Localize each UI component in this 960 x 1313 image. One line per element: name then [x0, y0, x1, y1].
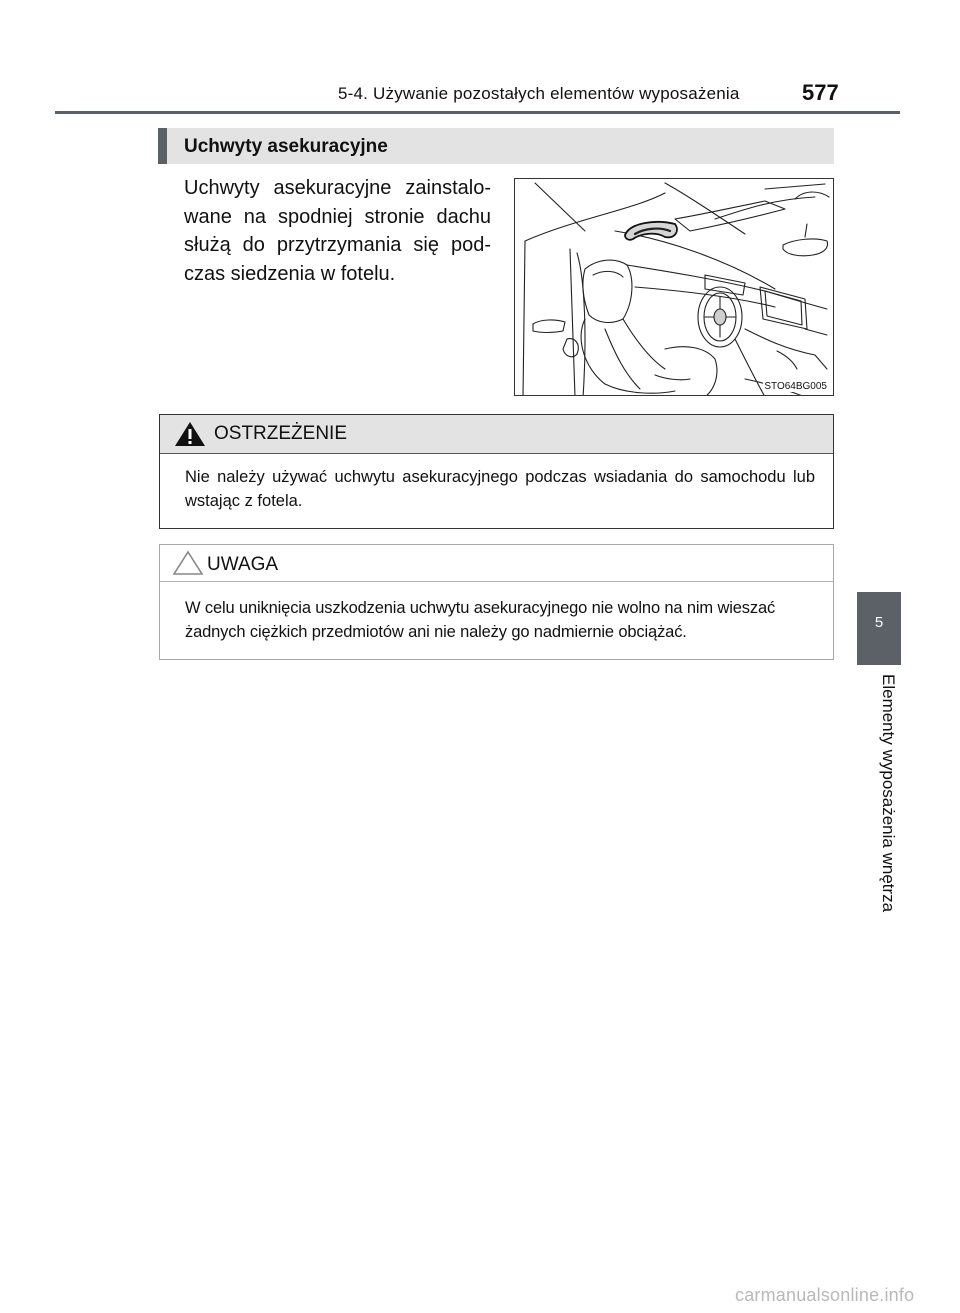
section-title: Uchwyty asekuracyjne	[184, 136, 388, 157]
figure-code: STO64BG005	[764, 381, 827, 392]
warning-title: OSTRZEŻENIE	[214, 423, 348, 444]
header-section-path: 5-4. Używanie pozostałych elementów wyposażenia	[338, 84, 740, 103]
watermark: carmanualsonline.info	[735, 1285, 915, 1305]
warning-header	[160, 415, 833, 454]
section-heading-bar	[158, 128, 834, 164]
page-number: 577	[802, 80, 839, 105]
warning-box	[159, 414, 834, 529]
chapter-label: Elementy wyposażenia wnętrza	[879, 674, 898, 913]
notice-box	[159, 544, 834, 660]
chapter-tab	[857, 592, 901, 665]
warning-text: Nie należy używać uchwytu asekuracyjnego podczas wsiadania do samochodu lub wstając z fotela.	[185, 468, 815, 510]
warning-triangle-icon	[174, 421, 206, 447]
header-rule	[55, 111, 900, 114]
assist-grip-figure	[514, 178, 834, 396]
caution-triangle-icon	[172, 550, 204, 576]
chapter-number: 5	[874, 614, 884, 631]
car-interior-illustration	[515, 179, 834, 396]
body-paragraph: Uchwyty asekuracyjne zainstalowane na spodniej stronie dachu służą do przytrzymania się podczas siedzenia w fotelu.	[184, 177, 491, 285]
notice-text: W celu uniknięcia uszkodzenia uchwytu asekuracyjnego nie wolno na nim wieszać żadnych ciężkich przedmiotów ani nie należy go nadmiernie obciążać.	[185, 599, 776, 641]
notice-header	[160, 545, 833, 582]
notice-title: UWAGA	[207, 554, 279, 575]
